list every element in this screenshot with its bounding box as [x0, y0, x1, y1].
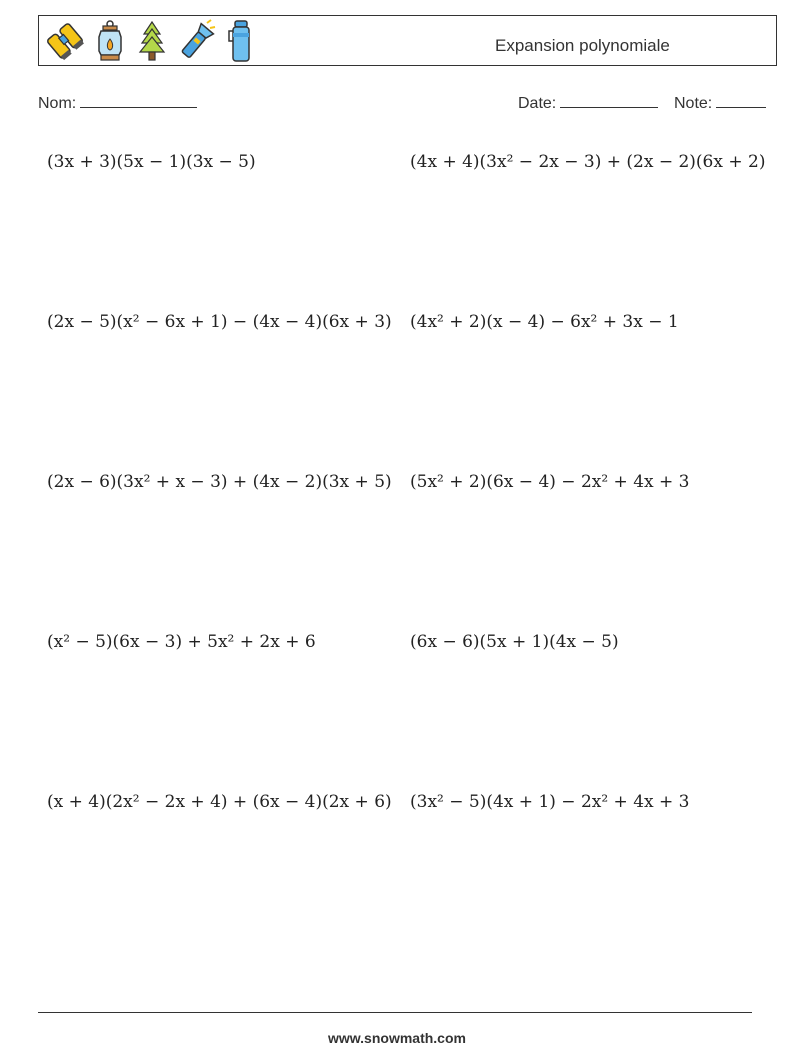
problem-10: (3x² − 5)(4x + 1) − 2x² + 4x + 3: [410, 792, 690, 812]
problem-9: (x + 4)(2x² − 2x + 4) + (6x − 4)(2x + 6): [47, 792, 392, 812]
date-line[interactable]: [560, 93, 658, 108]
name-field[interactable]: [38, 93, 197, 113]
grade-label: Note:: [674, 95, 713, 112]
worksheet-header: [38, 15, 777, 66]
date-field[interactable]: [518, 93, 658, 113]
footer-divider: [38, 1012, 752, 1013]
binoculars-icon: [43, 19, 87, 63]
problem-4: (4x² + 2)(x − 4) − 6x² + 3x − 1: [410, 312, 679, 332]
problem-1: (3x + 3)(5x − 1)(3x − 5): [47, 152, 256, 172]
name-label: Nom:: [38, 95, 77, 112]
lantern-icon: [93, 19, 127, 63]
problem-2: (4x + 4)(3x² − 2x − 3) + (2x − 2)(6x + 2): [410, 152, 766, 172]
pine-tree-icon: [133, 19, 171, 63]
name-line[interactable]: [80, 93, 197, 108]
footer-website[interactable]: www.snowmath.com: [328, 1030, 466, 1046]
grade-field[interactable]: [674, 93, 766, 113]
problem-6: (5x² + 2)(6x − 4) − 2x² + 4x + 3: [410, 472, 690, 492]
worksheet-title: Expansion polynomiale: [495, 36, 670, 55]
problem-8: (6x − 6)(5x + 1)(4x − 5): [410, 632, 619, 652]
grade-line[interactable]: [716, 93, 766, 108]
thermos-icon: [223, 19, 257, 63]
flashlight-icon: [177, 19, 217, 63]
problem-7: (x² − 5)(6x − 3) + 5x² + 2x + 6: [47, 632, 316, 652]
problem-5: (2x − 6)(3x² + x − 3) + (4x − 2)(3x + 5): [47, 472, 392, 492]
problem-3: (2x − 5)(x² − 6x + 1) − (4x − 4)(6x + 3): [47, 312, 392, 332]
header-icons: [43, 19, 257, 63]
date-label: Date:: [518, 95, 557, 112]
